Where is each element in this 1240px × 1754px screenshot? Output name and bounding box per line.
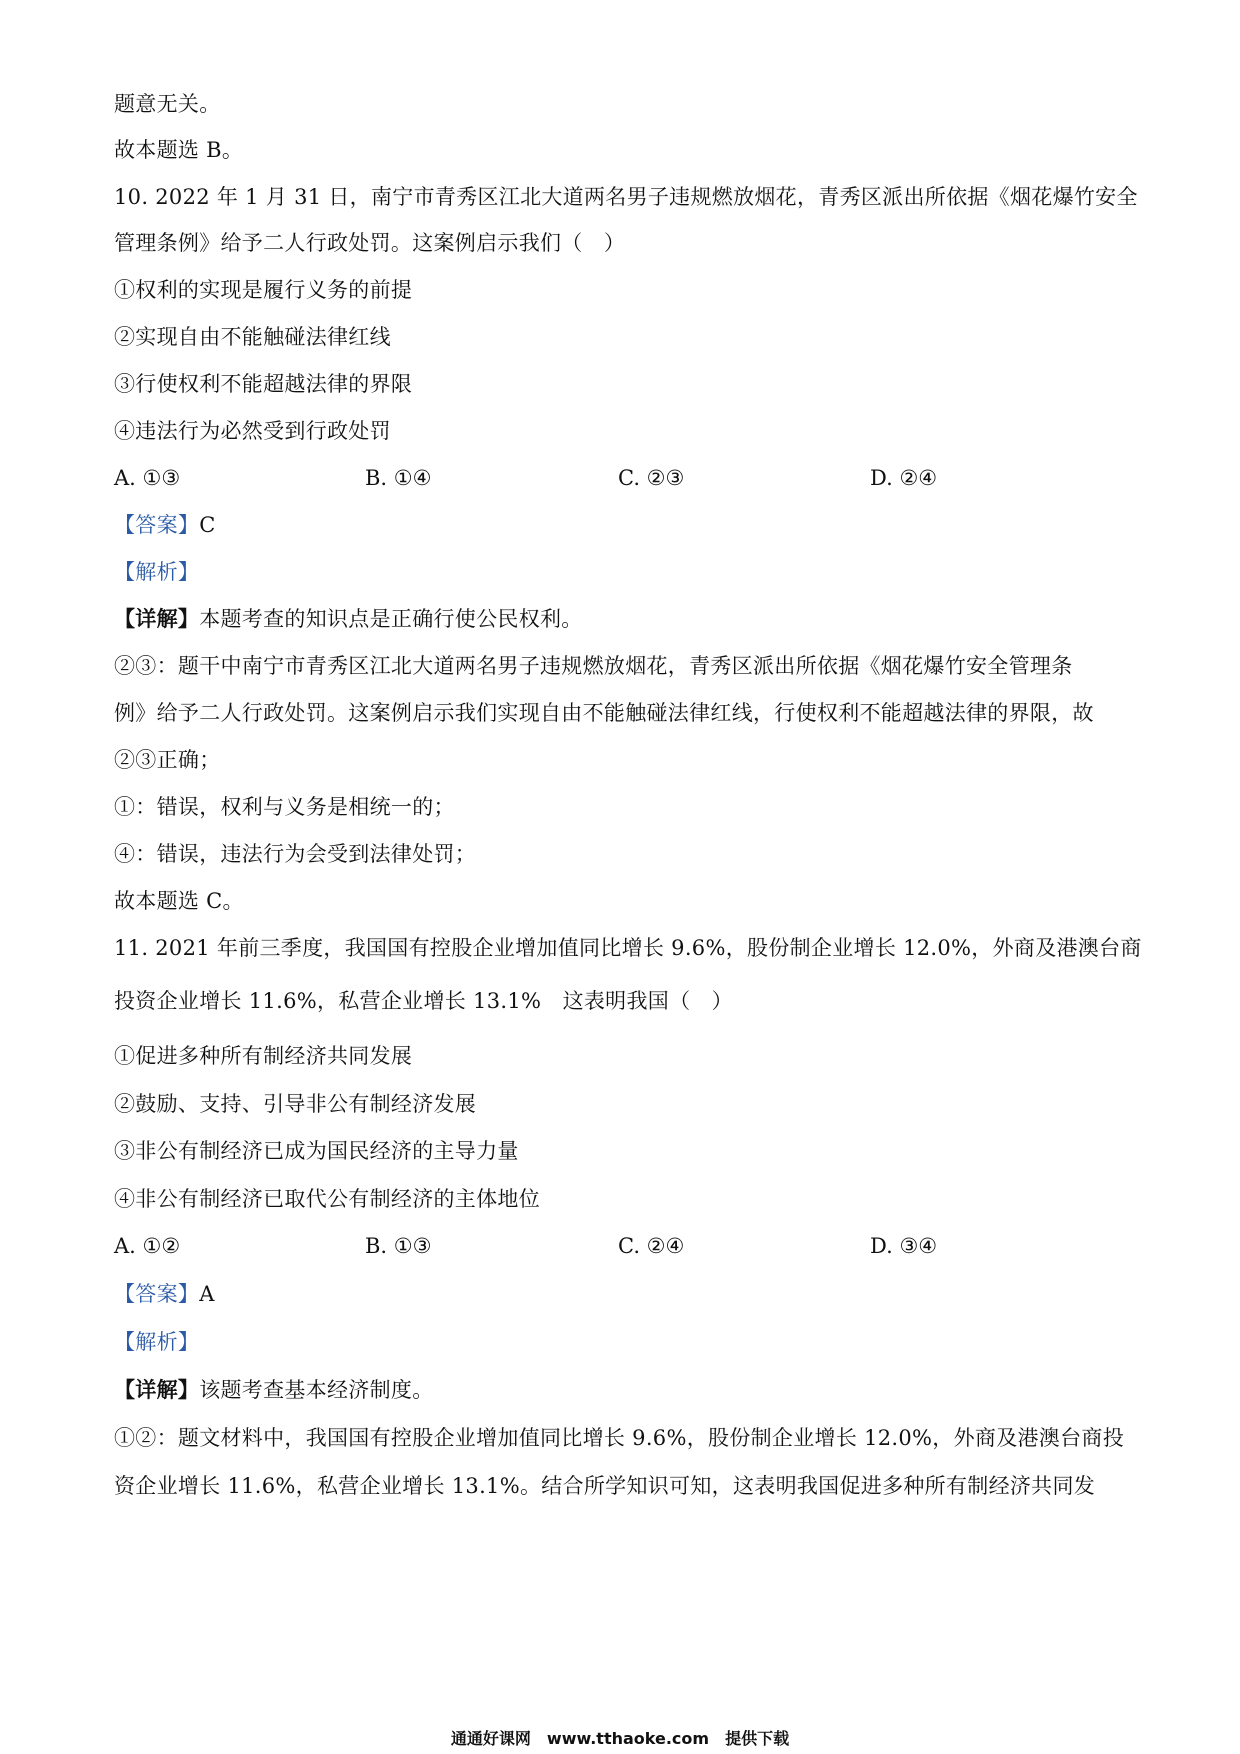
- option-b: B. ①③: [365, 1234, 432, 1258]
- question-10-stem-cont: 管理条例》给予二人行政处罚。这案例启示我们（ ）: [114, 231, 626, 255]
- option-b: B. ①④: [365, 466, 432, 490]
- detail-label: 【详解】: [114, 606, 200, 631]
- explain-line: ①：错误，权利与义务是相统一的；: [114, 795, 455, 819]
- detail-line: [114, 1375, 1140, 1405]
- statement-4: ④非公有制经济已取代公有制经济的主体地位: [114, 1187, 540, 1211]
- page-footer: 通通好课网 www.tthaoke.com 提供下载: [450, 1729, 790, 1748]
- answer-line: [114, 510, 1140, 540]
- answer-label: 【答案】: [114, 513, 200, 537]
- option-a: A. ①②: [114, 1234, 181, 1258]
- statement-3: ③行使权利不能超越法律的界限: [114, 372, 413, 396]
- statement-4: ④违法行为必然受到行政处罚: [114, 419, 391, 443]
- question-11-stem-cont: 投资企业增长 11.6%，私营企业增长 13.1% 这表明我国（ ）: [114, 989, 733, 1013]
- text-line: 故本题选 B。: [114, 138, 244, 162]
- explain-line: ①②：题文材料中，我国国有控股企业增加值同比增长 9.6%，股份制企业增长 12.0%，外商及港澳台商投: [114, 1426, 1125, 1450]
- statement-1: ①权利的实现是履行义务的前提: [114, 278, 413, 302]
- option-d: D. ③④: [870, 1234, 938, 1258]
- conclusion-line: 故本题选 C。: [114, 889, 244, 913]
- answer-label: 【答案】: [114, 1282, 200, 1306]
- answer-line: [114, 1279, 1140, 1309]
- answer-value: A: [199, 1282, 215, 1306]
- statement-2: ②鼓励、支持、引导非公有制经济发展: [114, 1092, 477, 1116]
- option-d: D. ②④: [870, 466, 938, 490]
- option-c: C. ②④: [618, 1234, 685, 1258]
- detail-label: 【详解】: [114, 1377, 200, 1402]
- text-line: 题意无关。: [114, 92, 221, 116]
- detail-line: [114, 604, 1140, 634]
- statement-3: ③非公有制经济已成为国民经济的主导力量: [114, 1139, 519, 1163]
- answer-value: C: [199, 513, 216, 537]
- analysis-label: 【解析】: [114, 1330, 200, 1354]
- detail-text: 该题考查基本经济制度。: [199, 1378, 434, 1402]
- question-10-stem: 10. 2022 年 1 月 31 日，南宁市青秀区江北大道两名男子违规燃放烟花，青秀区派出所依据《烟花爆竹安全: [114, 185, 1138, 209]
- statement-1: ①促进多种所有制经济共同发展: [114, 1044, 413, 1068]
- explain-line: 例》给予二人行政处罚。这案例启示我们实现自由不能触碰法律红线，行使权利不能超越法律的界限，故: [114, 701, 1094, 725]
- analysis-label: 【解析】: [114, 560, 200, 584]
- detail-text: 本题考查的知识点是正确行使公民权利。: [199, 607, 583, 631]
- option-a: A. ①③: [114, 466, 181, 490]
- explain-line: 资企业增长 11.6%，私营企业增长 13.1%。结合所学知识可知，这表明我国促进多种所有制经济共同发: [114, 1474, 1096, 1498]
- explain-line: ④：错误，违法行为会受到法律处罚；: [114, 842, 477, 866]
- statement-2: ②实现自由不能触碰法律红线: [114, 325, 391, 349]
- option-c: C. ②③: [618, 466, 685, 490]
- explain-line: ②③正确；: [114, 748, 221, 772]
- question-11-stem: 11. 2021 年前三季度，我国国有控股企业增加值同比增长 9.6%，股份制企业增长 12.0%，外商及港澳台商: [114, 936, 1142, 960]
- explain-line: ②③：题干中南宁市青秀区江北大道两名男子违规燃放烟花，青秀区派出所依据《烟花爆竹安全管理条: [114, 654, 1073, 678]
